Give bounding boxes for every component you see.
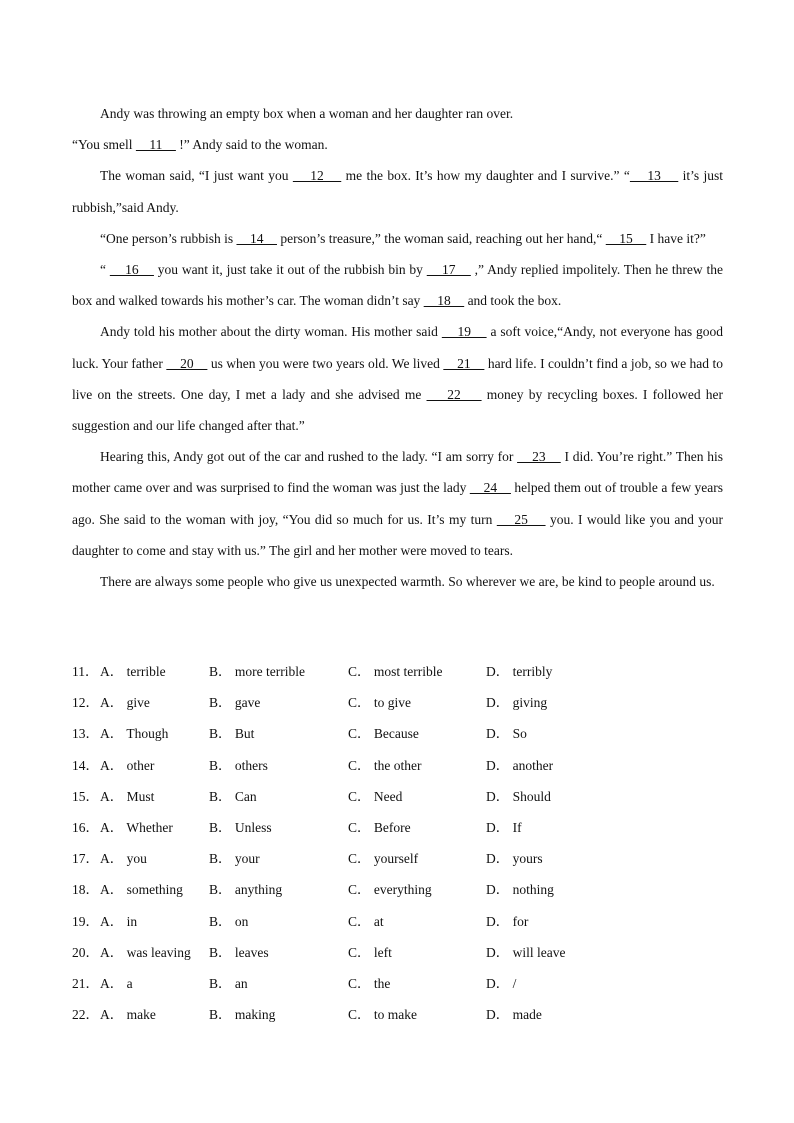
option-a: A． something: [100, 882, 183, 898]
option-b: B． your: [209, 851, 260, 867]
passage-paragraph: [72, 316, 723, 441]
passage-text: “: [100, 262, 110, 278]
option-c: C． Because: [348, 726, 419, 742]
question-row: [72, 812, 723, 843]
option-a: A． a: [100, 975, 133, 991]
passage-text: helped them out of trouble a few years ago. She said to the woman with joy, “You did so much for us. It’s my turn: [72, 480, 724, 527]
question-row: [72, 750, 723, 781]
option-d: D． nothing: [486, 882, 554, 898]
option-a: A． in: [100, 913, 138, 929]
answer-blank: 14: [236, 230, 277, 246]
option-c: C． to make: [348, 1007, 417, 1023]
option-c: C． yourself: [348, 851, 419, 867]
answer-blank: 24: [469, 480, 511, 496]
option-c: C． the other: [348, 757, 422, 773]
passage-text: I have it?”: [646, 230, 706, 246]
option-d: D． another: [486, 757, 554, 773]
option-d: D． terribly: [486, 664, 553, 679]
option-d: D． will leave: [486, 944, 566, 960]
question-number: 22．: [72, 1007, 99, 1023]
option-b: B． gave: [209, 695, 261, 711]
passage-paragraph: [72, 254, 723, 316]
answer-blank: 11: [135, 137, 176, 153]
question-row: [72, 843, 723, 874]
question-row: [72, 999, 723, 1030]
question-row: [72, 968, 723, 999]
option-b: B． an: [209, 975, 248, 991]
passage-text: The woman said, “I just want you: [100, 168, 293, 184]
answer-options: [72, 656, 723, 1030]
passage-text: us when you were two years old. We lived: [207, 355, 444, 371]
option-b: B． making: [209, 1007, 276, 1023]
option-d: D． yours: [486, 851, 543, 867]
passage-text: Andy told his mother about the dirty woman. His mother said: [100, 324, 442, 340]
question-row: [72, 687, 723, 718]
option-a: A． give: [100, 695, 150, 711]
question-number: 20．: [72, 944, 99, 960]
answer-blank: 21: [443, 355, 485, 371]
question-row: [72, 906, 723, 937]
option-d: D． Should: [486, 788, 551, 804]
answer-blank: 16: [109, 262, 154, 278]
passage-text: hard life. I couldn’t find a job, so we had to live on the streets. One day, I met a lady and she advised me: [72, 355, 723, 402]
option-b: B． others: [209, 757, 268, 773]
cloze-passage: [72, 98, 723, 597]
question-row: [72, 656, 723, 687]
passage-text: “You smell: [72, 137, 136, 153]
answer-blank: 20: [166, 355, 208, 371]
passage-text: money by recycling boxes. I followed her suggestion and our life changed after that.”: [72, 386, 724, 434]
option-a: A． other: [100, 757, 155, 773]
passage-paragraph: [72, 441, 723, 566]
question-number: 21．: [72, 975, 99, 991]
option-d: D． for: [486, 913, 529, 929]
passage-text: ,” Andy replied impolitely. Then he threw the box and walked towards his mother’s car. The woman didn’t say: [72, 262, 723, 309]
question-row: [72, 874, 723, 905]
option-b: B． leaves: [209, 944, 269, 960]
passage-text: me the box. It’s how my daughter and I survive.” “: [341, 168, 630, 184]
option-a: A． make: [100, 1007, 156, 1023]
passage-text: “One person’s rubbish is: [100, 230, 237, 246]
option-a: A． Whether: [100, 819, 173, 835]
question-row: [72, 781, 723, 812]
option-a: A． Though: [100, 726, 169, 742]
passage-text: you. I would like you and your daughter to come and stay with us.” The girl and her mother were moved to tears.: [72, 511, 723, 558]
passage-text: !” Andy said to the woman.: [175, 137, 328, 153]
option-b: B． more terrible: [209, 664, 305, 679]
answer-blank: 23: [517, 449, 561, 465]
option-b: B． But: [209, 726, 255, 742]
question-row: [72, 937, 723, 968]
answer-blank: 12: [292, 168, 342, 184]
passage-paragraph: [72, 223, 723, 254]
option-d: D． made: [486, 1007, 542, 1023]
answer-blank: 19: [441, 324, 487, 340]
passage-text: Hearing this, Andy got out of the car and rushed to the lady. “I am sorry for: [100, 449, 518, 465]
option-b: B． on: [209, 913, 249, 929]
passage-text: it’s just rubbish,”said Andy.: [72, 168, 724, 215]
option-c: C． at: [348, 913, 384, 929]
question-number: 16．: [72, 819, 99, 835]
question-number: 17．: [72, 851, 99, 867]
passage-text: a soft voice,“Andy, not everyone has good luck. Your father: [72, 324, 724, 371]
option-a: A． you: [100, 851, 147, 867]
option-b: B． Can: [209, 788, 257, 804]
question-number: 11．: [72, 664, 99, 679]
option-c: C． most terrible: [348, 664, 443, 679]
answer-blank: 15: [605, 230, 647, 246]
question-number: 18．: [72, 882, 99, 898]
answer-blank: 22: [426, 386, 482, 402]
answer-blank: 18: [423, 293, 465, 309]
passage-paragraph: [72, 566, 723, 597]
question-number: 13．: [72, 726, 99, 742]
option-d: D． If: [486, 819, 522, 835]
option-d: D． giving: [486, 695, 548, 711]
question-number: 12．: [72, 695, 99, 711]
question-number: 19．: [72, 913, 99, 929]
answer-blank: 25: [496, 511, 546, 527]
passage-paragraph: [72, 160, 723, 222]
passage-text: Andy was throwing an empty box when a woman and her daughter ran over.: [100, 106, 514, 121]
passage-text: you want it, just take it out of the rubbish bin by: [153, 262, 427, 278]
passage-text: person’s treasure,” the woman said, reaching out her hand,“: [276, 230, 606, 246]
option-c: C． Before: [348, 819, 411, 835]
option-d: D． So: [486, 726, 527, 742]
passage-paragraph: [72, 98, 723, 129]
question-number: 14．: [72, 757, 99, 773]
question-number: 15．: [72, 788, 99, 804]
option-d: D． /: [486, 975, 517, 991]
answer-blank: 13: [629, 168, 679, 184]
option-c: C． everything: [348, 882, 432, 898]
passage-text: I did. You’re right.” Then his mother came over and was surprised to find the woman was just the lady: [72, 449, 723, 496]
option-c: C． to give: [348, 695, 411, 711]
option-b: B． Unless: [209, 819, 272, 835]
option-b: B． anything: [209, 882, 283, 898]
option-c: C． Need: [348, 788, 403, 804]
question-row: [72, 718, 723, 749]
option-a: A． terrible: [100, 664, 166, 679]
option-c: C． left: [348, 944, 392, 960]
option-c: C． the: [348, 975, 391, 991]
passage-text: and took the box.: [464, 293, 562, 309]
option-a: A． Must: [100, 788, 155, 804]
passage-text: There are always some people who give us unexpected warmth. So wherever we are, be kind to people around us.: [100, 574, 715, 590]
option-a: A． was leaving: [100, 944, 191, 960]
passage-paragraph: [72, 129, 723, 160]
answer-blank: 17: [426, 262, 471, 278]
